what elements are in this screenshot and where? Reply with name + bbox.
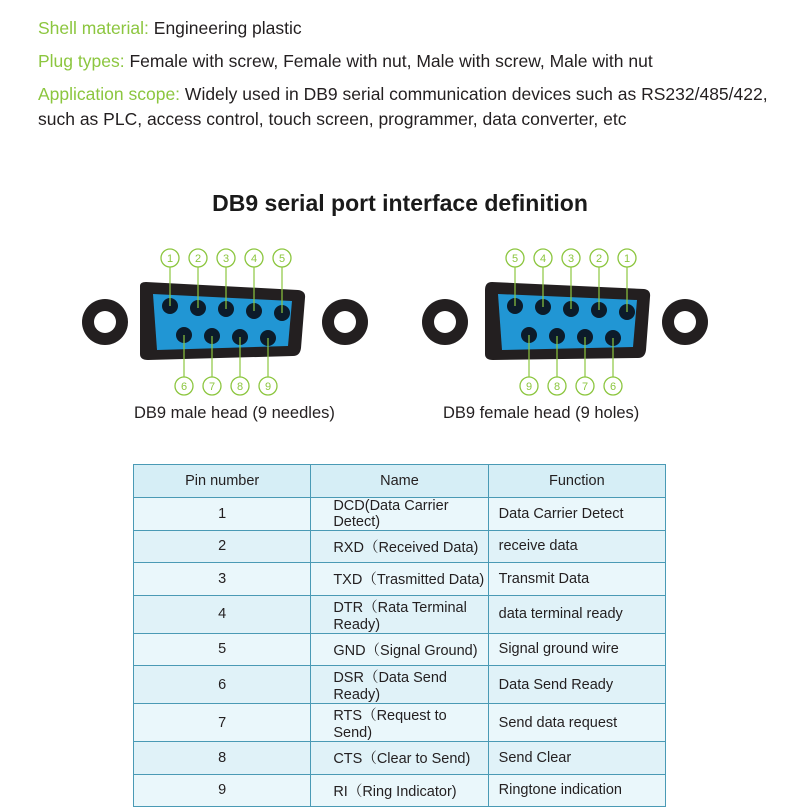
cell-pin-number: 7 [134,704,311,742]
column-header-pin-number: Pin number [134,465,311,498]
cell-function: data terminal ready [488,595,665,633]
female-pin-label-7: 7 [581,381,589,393]
spec-row-shell-material [38,16,768,41]
male-pin-label-4: 4 [250,253,258,265]
cell-name: RI（Ring Indicator) [311,774,488,807]
female-pin-label-1: 1 [623,253,631,265]
spec-label-application-scope: Application scope: [38,84,181,104]
connector-captions [0,404,800,428]
spec-label-plug-types: Plug types: [38,51,125,71]
db9-female-connector [400,232,730,432]
db9-male-graphic [60,232,390,432]
table-row [134,704,666,742]
spec-row-application-scope [38,82,768,132]
male-pin-label-3: 3 [222,253,230,265]
cell-function: Signal ground wire [488,633,665,666]
cell-name: TXD（Trasmitted Data) [311,563,488,596]
female-pin-label-3: 3 [567,253,575,265]
female-pin-label-8: 8 [553,381,561,393]
db9-male-connector [60,232,390,432]
cell-name: DCD(Data Carrier Detect) [311,497,488,530]
spec-value-plug-types: Female with screw, Female with nut, Male with screw, Male with nut [129,51,653,71]
spec-value-shell-material: Engineering plastic [153,18,302,38]
caption-male: DB9 male head (9 needles) [134,404,335,422]
caption-female: DB9 female head (9 holes) [443,404,640,422]
female-pin-label-5: 5 [511,253,519,265]
cell-name: CTS（Clear to Send) [311,742,488,775]
spec-value-application-scope: Widely used in DB9 serial communication devices such as RS232/485/422, such as PLC, access control, touch screen, programmer, data converter, etc [38,84,768,129]
male-pin-label-8: 8 [236,381,244,393]
cell-pin-number: 2 [134,530,311,563]
pin-definition-table [133,464,666,807]
female-pin-label-9: 9 [525,381,533,393]
cell-function: Data Carrier Detect [488,497,665,530]
cell-pin-number: 4 [134,595,311,633]
table-row [134,742,666,775]
male-pin-label-9: 9 [264,381,272,393]
column-header-name: Name [311,465,488,498]
cell-pin-number: 5 [134,633,311,666]
table-row [134,563,666,596]
cell-name: DTR（Rata Terminal Ready) [311,595,488,633]
male-pin-label-2: 2 [194,253,202,265]
female-pin-label-6: 6 [609,381,617,393]
column-header-function: Function [488,465,665,498]
cell-pin-number: 3 [134,563,311,596]
male-pin-label-7: 7 [208,381,216,393]
cell-function: Transmit Data [488,563,665,596]
table-row [134,530,666,563]
cell-pin-number: 9 [134,774,311,807]
male-pin-label-6: 6 [180,381,188,393]
cell-name: DSR（Data Send Ready) [311,666,488,704]
spec-row-plug-types [38,49,768,74]
connector-diagrams [0,232,800,432]
cell-pin-number: 6 [134,666,311,704]
male-pin-label-1: 1 [166,253,174,265]
page-title: DB9 serial port interface definition [212,190,588,216]
cell-pin-number: 8 [134,742,311,775]
table-row [134,666,666,704]
table-row [134,497,666,530]
cell-name: RXD（Received Data) [311,530,488,563]
spec-list [38,16,768,140]
cell-function: Send Clear [488,742,665,775]
table-row [134,633,666,666]
female-pin-label-2: 2 [595,253,603,265]
cell-pin-number: 1 [134,497,311,530]
db9-female-graphic [400,232,730,432]
male-pin-label-5: 5 [278,253,286,265]
cell-function: receive data [488,530,665,563]
cell-function: Send data request [488,704,665,742]
table-header-row [134,465,666,498]
cell-name: RTS（Request to Send) [311,704,488,742]
cell-name: GND（Signal Ground) [311,633,488,666]
cell-function: Ringtone indication [488,774,665,807]
female-pin-label-4: 4 [539,253,547,265]
spec-label-shell-material: Shell material: [38,18,149,38]
table-row [134,595,666,633]
table-row [134,774,666,807]
cell-function: Data Send Ready [488,666,665,704]
